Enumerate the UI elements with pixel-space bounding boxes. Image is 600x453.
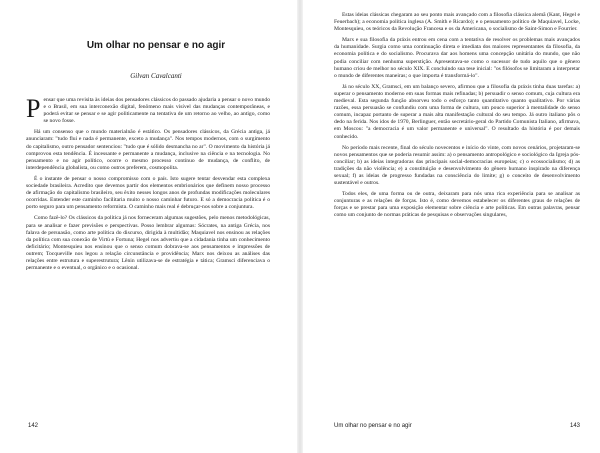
paragraph: Já no século XX, Gramsci, em um balanço severo, afirmou que a filosofia da práxis tinha duas tarefas: a) superar o pensamento moderno em suas formas mais refinadas; b) persuadir o senso comum, cuja cultura era medieval. Esta segunda função absorveu todo o esforço tanto quantitativo quanto qualitativo. Por várias razões, essa persuasão se confundiu com uma forma de cultura, um pouco superior à mentalidade do senso comum, incapaz portanto de superar a mais alta manifestação cultural do seu tempo. Já outro italiano pôs o dedo na ferida. Nos idos de 1970, Berlinguer, então secretário-geral do Partido Comunista Italiano, afirmava, em Moscou: "a democracia é um valor permanente e universal". O resultado da história é por demais conhecido. <box>334 83 580 140</box>
right-page <box>304 0 600 453</box>
paragraph: É o instante de pensar o nosso compromisso com o país. Isto sugere tentar desvendar esta complexa sociedade brasileira. Acredito que devemos partir dos elementos embrionários que definem nosso processo de afirmação do capitalismo brasileiro, seu êxito nesses longos anos de profundas modificações moleculares ocorridas. Entender este caminho facilitaria muito o nosso caminhar futuro. E só a democracia política é o porto seguro para um pensamento reformista. O caminho mais real é debruçar-nos sobre a conjuntura. <box>26 175 270 211</box>
chapter-title: Um olhar no pensar e no agir <box>86 40 226 51</box>
paragraph: Há um consenso que o mundo materialnão é estático. Os pensadores clássicos, da Grécia antiga, já anunciaram: "tudo flui e nada é permanente, exceto a mudança". Nos tempos modernos, com o surgimento do capitalismo, outro pensador sentenciou: "tudo que é sólido desmancha no ar". O movimento da história já comprovou esta tendência. É incessante e permanente a mudança, inclusive na ciência e na tecnologia. No pensamento e no agir político, ocorre o mesmo processo contínuo de mudança, de conflito, de interdependência globalista, ou como outros preferem, cosmopolita. <box>26 129 270 171</box>
paragraph <box>26 94 270 125</box>
left-text-column <box>26 94 270 276</box>
page-number: 143 <box>569 423 580 429</box>
drop-cap: P <box>26 94 41 123</box>
author-name: Gilvan Cavalcanti <box>130 72 182 80</box>
paragraph-text: ensar que uma revisita às ideias dos pensadores clássicos do passado ajudaria a pensar o novo mundo e o Brasil, em sua interconexão digital, fenômeno mais visível das mudanças contemporâneas, e poderá evitar se pensar e se agir politicamente na tentativa de um retorno ao velho, ao antigo, como se novo fosse. <box>43 97 270 125</box>
paragraph: Todos eles, de uma forma ou de outra, deixaram para nós uma rica experiência para se analisar as conjunturas e as relações de forças. Isto é, como devemos estabelecer os diferentes graus de relações de forças e se prestar para uma exposição elementar sobre ciência e arte políticas. Em outras palavras, pensar como um conjunto de normas práticas de pesquisas e observações singulares, <box>334 191 580 219</box>
left-page <box>0 0 296 453</box>
book-gutter <box>297 0 303 453</box>
right-text-column <box>334 12 580 224</box>
page-number: 142 <box>28 423 39 429</box>
paragraph: Como fazê-lo? Os clássicos da política já nos forneceram algumas sugestões, pelo menos metodológicas, para se analisar e fazer previsões e perspectivas. Posso lembrar algumas: Sócrates, na antiga Grécia, nos falava de persuasão, como arte política do discurso, dirigida à multidão; Maquiavel nos ensinou as relações da política com sua conexão de Virtù e Fortuna; Hegel nos advertiu que a cidadania tinha um conhecimento deficitário; Montesquieu nos ensinou que o senso comum dobrava-se aos pensamentos e impressões de outrem; Tocqueville nos legou a relação circunstância e providência; Marx nos deixou as análises das relações entre estrutura e superestrutura; Lênin utilizava-se de estratégia e tática; Gramsci diferenciava o permanente e o eventual, o orgânico e o ocasional. <box>26 215 270 272</box>
paragraph: Estas ideias clássicas chegaram ao seu ponto mais avançado com a filosofia clássica alemã (Kant, Hegel e Feuerbach); a economia política inglesa (A. Smith e Ricardo); e o pensamento político de Maquiavel, Locke, Montesquieu, os teóricos da Revolução Francesa e os da Americana, o socialismo de Saint-Simon e Fourrier. <box>334 12 580 33</box>
page-footer <box>334 423 580 429</box>
paragraph: No período mais recente, final do século novecentos e início do vinte, com novos cenários, projetaram-se novos pensamentos que se poderia resumir assim: a) o pensamento antropológico e sociológico da Igreja pós-conciliar; b) as ideias integradoras das principais social-democracias europeias; c) o ecossocialismo; d) as tradições da não violência; e) a constituição e desenvolvimento do gênero humano inspirado na diferença sexual; f) as ideias de progresso fundadas na consciência do limite; g) o conceito de desenvolvimento sustentável e outros. <box>334 144 580 187</box>
running-footer: Um olhar no pensar e no agir <box>334 423 412 429</box>
paragraph: Marx e sua filosofia da práxis entrou em cena com a tentativa de resolver os problemas mais avançados da humanidade. Surgia como uma continuação direta e imediata dos maiores representantes da filosofia, da economia política e do socialismo. Procurava dar aos homens uma concepção unitária do mundo, que não podia conciliar com nenhuma superstição. Apresentava-se como o sucessor de tudo aquilo que o gênero humano criou de melhor no século XIX. E concluindo sua tese inicial: "os filósofos se limitaram a interpretar o mundo de diferentes maneiras; o que importa é transformá-lo". <box>334 37 580 79</box>
